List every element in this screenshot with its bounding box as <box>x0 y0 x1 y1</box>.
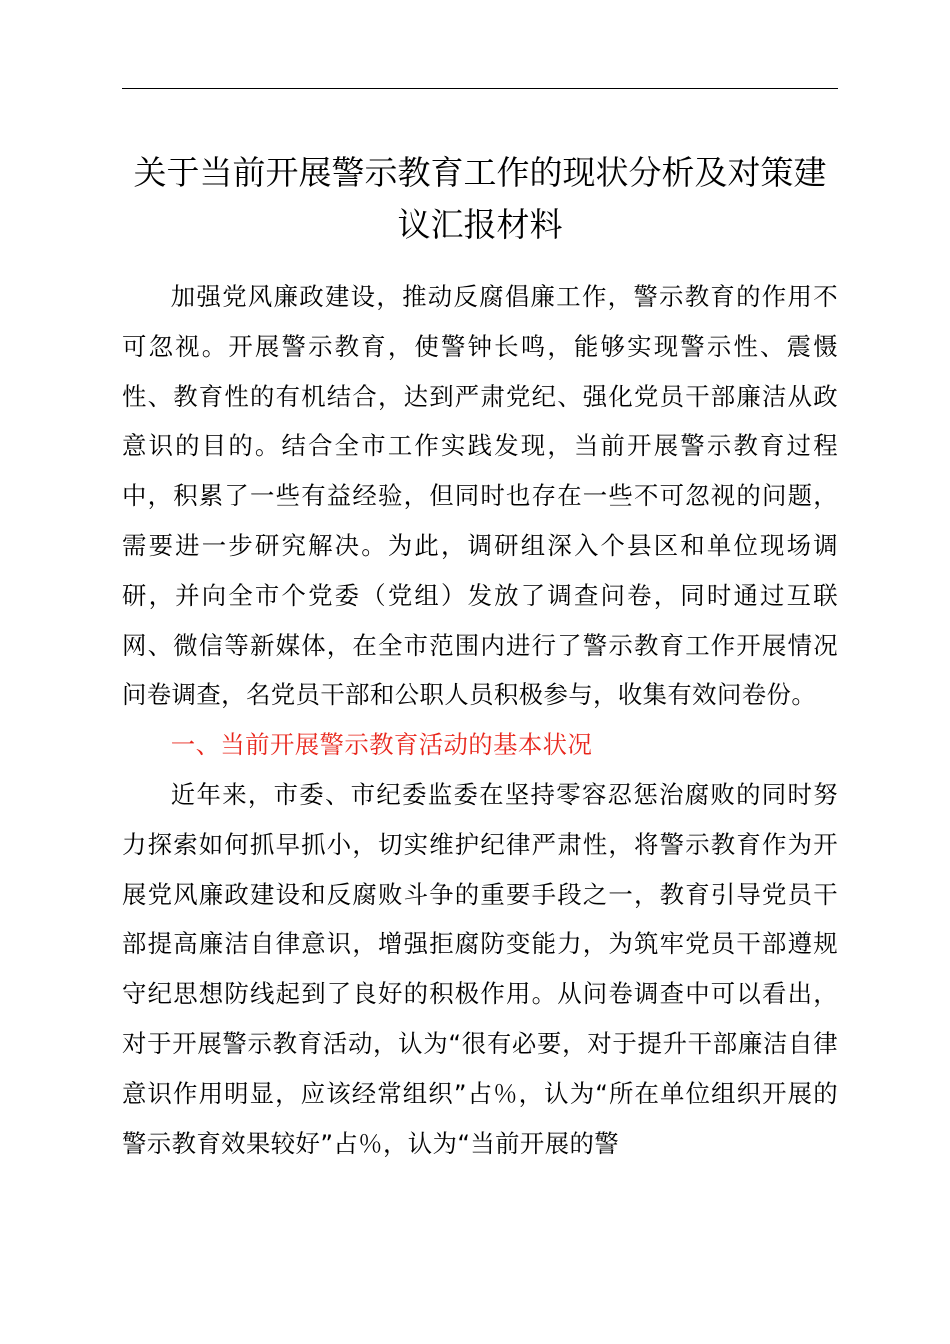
intro-paragraph: 加强党风廉政建设，推动反腐倡廉工作，警示教育的作用不可忽视。开展警示教育，使警钟长鸣，能够实现警示性、震慑性、教育性的有机结合，达到严肃党纪、强化党员干部廉洁从政意识的目的。结合全市工作实践发现，当前开展警示教育过程中，积累了一些有益经验，但同时也存在一些不可忽视的问题，需要进一步研究解决。为此，调研组深入个县区和单位现场调研，并向全市个党委（党组）发放了调查问卷，同时通过互联网、微信等新媒体，在全市范围内进行了警示教育工作开展情况问卷调查，名党员干部和公职人员积极参与，收集有效问卷份。 <box>122 282 838 710</box>
section-heading: 一、当前开展警示教育活动的基本状况 <box>170 730 593 760</box>
section-paragraph: 近年来，市委、市纪委监委在坚持零容忍惩治腐败的同时努力探索如何抓早抓小，切实维护纪律严肃性，将警示教育作为开展党风廉政建设和反腐败斗争的重要手段之一，教育引导党员干部提高廉洁自律意识，增强拒腐防变能力，为筑牢党员干部遵规守纪思想防线起到了良好的积极作用。从问卷调查中可以看出，对于开展警示教育活动，认为“很有必要，对于提升干部廉洁自律意识作用明显，应该经常组织”占％，认为“所在单位组织开展的警示教育效果较好”占％，认为“当前开展的警 <box>122 779 838 1158</box>
document-body <box>122 272 838 1168</box>
document-title: 关于当前开展警示教育工作的现状分析及对策建议汇报材料 <box>133 153 827 244</box>
header-rule <box>122 88 838 89</box>
